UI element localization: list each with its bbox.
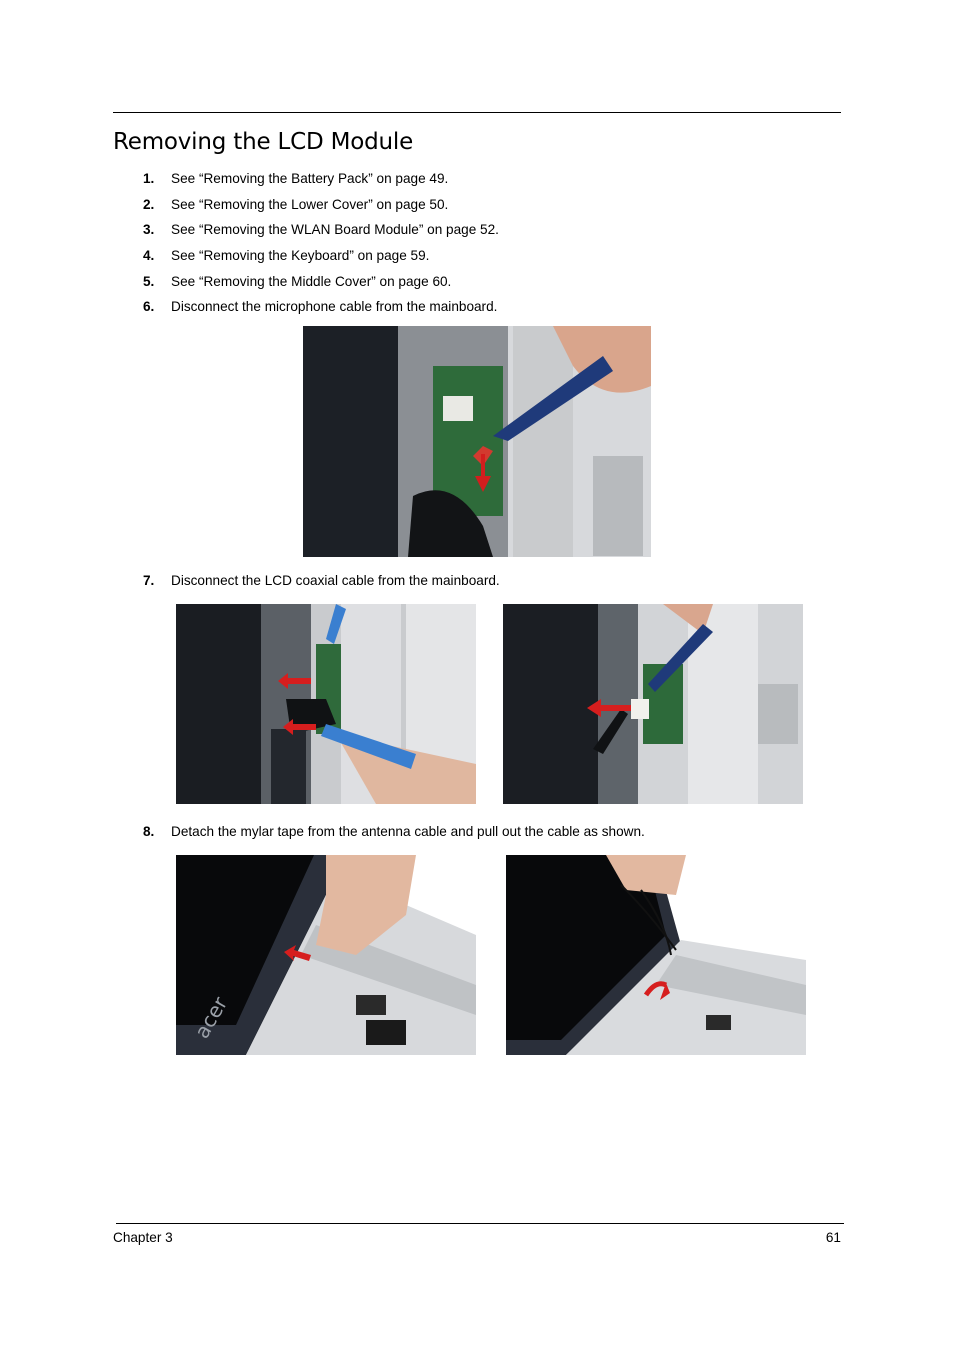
footer-rule	[116, 1223, 844, 1224]
step-text: Disconnect the LCD coaxial cable from the mainboard.	[171, 573, 500, 588]
step-item	[143, 222, 499, 237]
step-item	[143, 573, 500, 588]
brand-mark: acer	[189, 992, 233, 1043]
section-title: Removing the LCD Module	[113, 129, 414, 155]
coaxial-cable-photo-right	[503, 604, 803, 804]
step-item	[143, 248, 429, 263]
step-number: 3.	[143, 222, 155, 237]
step-text: See “Removing the Keyboard” on page 59.	[171, 248, 430, 263]
step-text: See “Removing the Lower Cover” on page 50.	[171, 197, 449, 212]
step-text: See “Removing the Battery Pack” on page 49.	[171, 171, 449, 186]
step-number: 1.	[143, 171, 155, 186]
step-number: 6.	[143, 299, 155, 314]
step-text: Disconnect the microphone cable from the mainboard.	[171, 299, 498, 314]
step-number: 7.	[143, 573, 155, 588]
step-number: 8.	[143, 824, 155, 839]
step-number: 2.	[143, 197, 155, 212]
footer-page-number: 61	[825, 1230, 841, 1245]
step-text: Detach the mylar tape from the antenna cable and pull out the cable as shown.	[171, 824, 645, 839]
step-item	[143, 197, 448, 212]
coaxial-cable-photo-left	[176, 604, 476, 804]
step-number: 4.	[143, 248, 155, 263]
step-text: See “Removing the WLAN Board Module” on page 52.	[171, 222, 499, 237]
microphone-cable-photo	[303, 326, 651, 557]
header-rule	[113, 112, 841, 113]
step-item	[143, 299, 497, 314]
footer-chapter: Chapter 3	[113, 1230, 173, 1245]
step-item	[143, 274, 451, 289]
step-item	[143, 824, 645, 839]
mylar-tape-photo	[176, 855, 476, 1055]
step-text: See “Removing the Middle Cover” on page 60.	[171, 274, 452, 289]
step-number: 5.	[143, 274, 155, 289]
antenna-cable-photo	[506, 855, 806, 1055]
step-item	[143, 171, 448, 186]
